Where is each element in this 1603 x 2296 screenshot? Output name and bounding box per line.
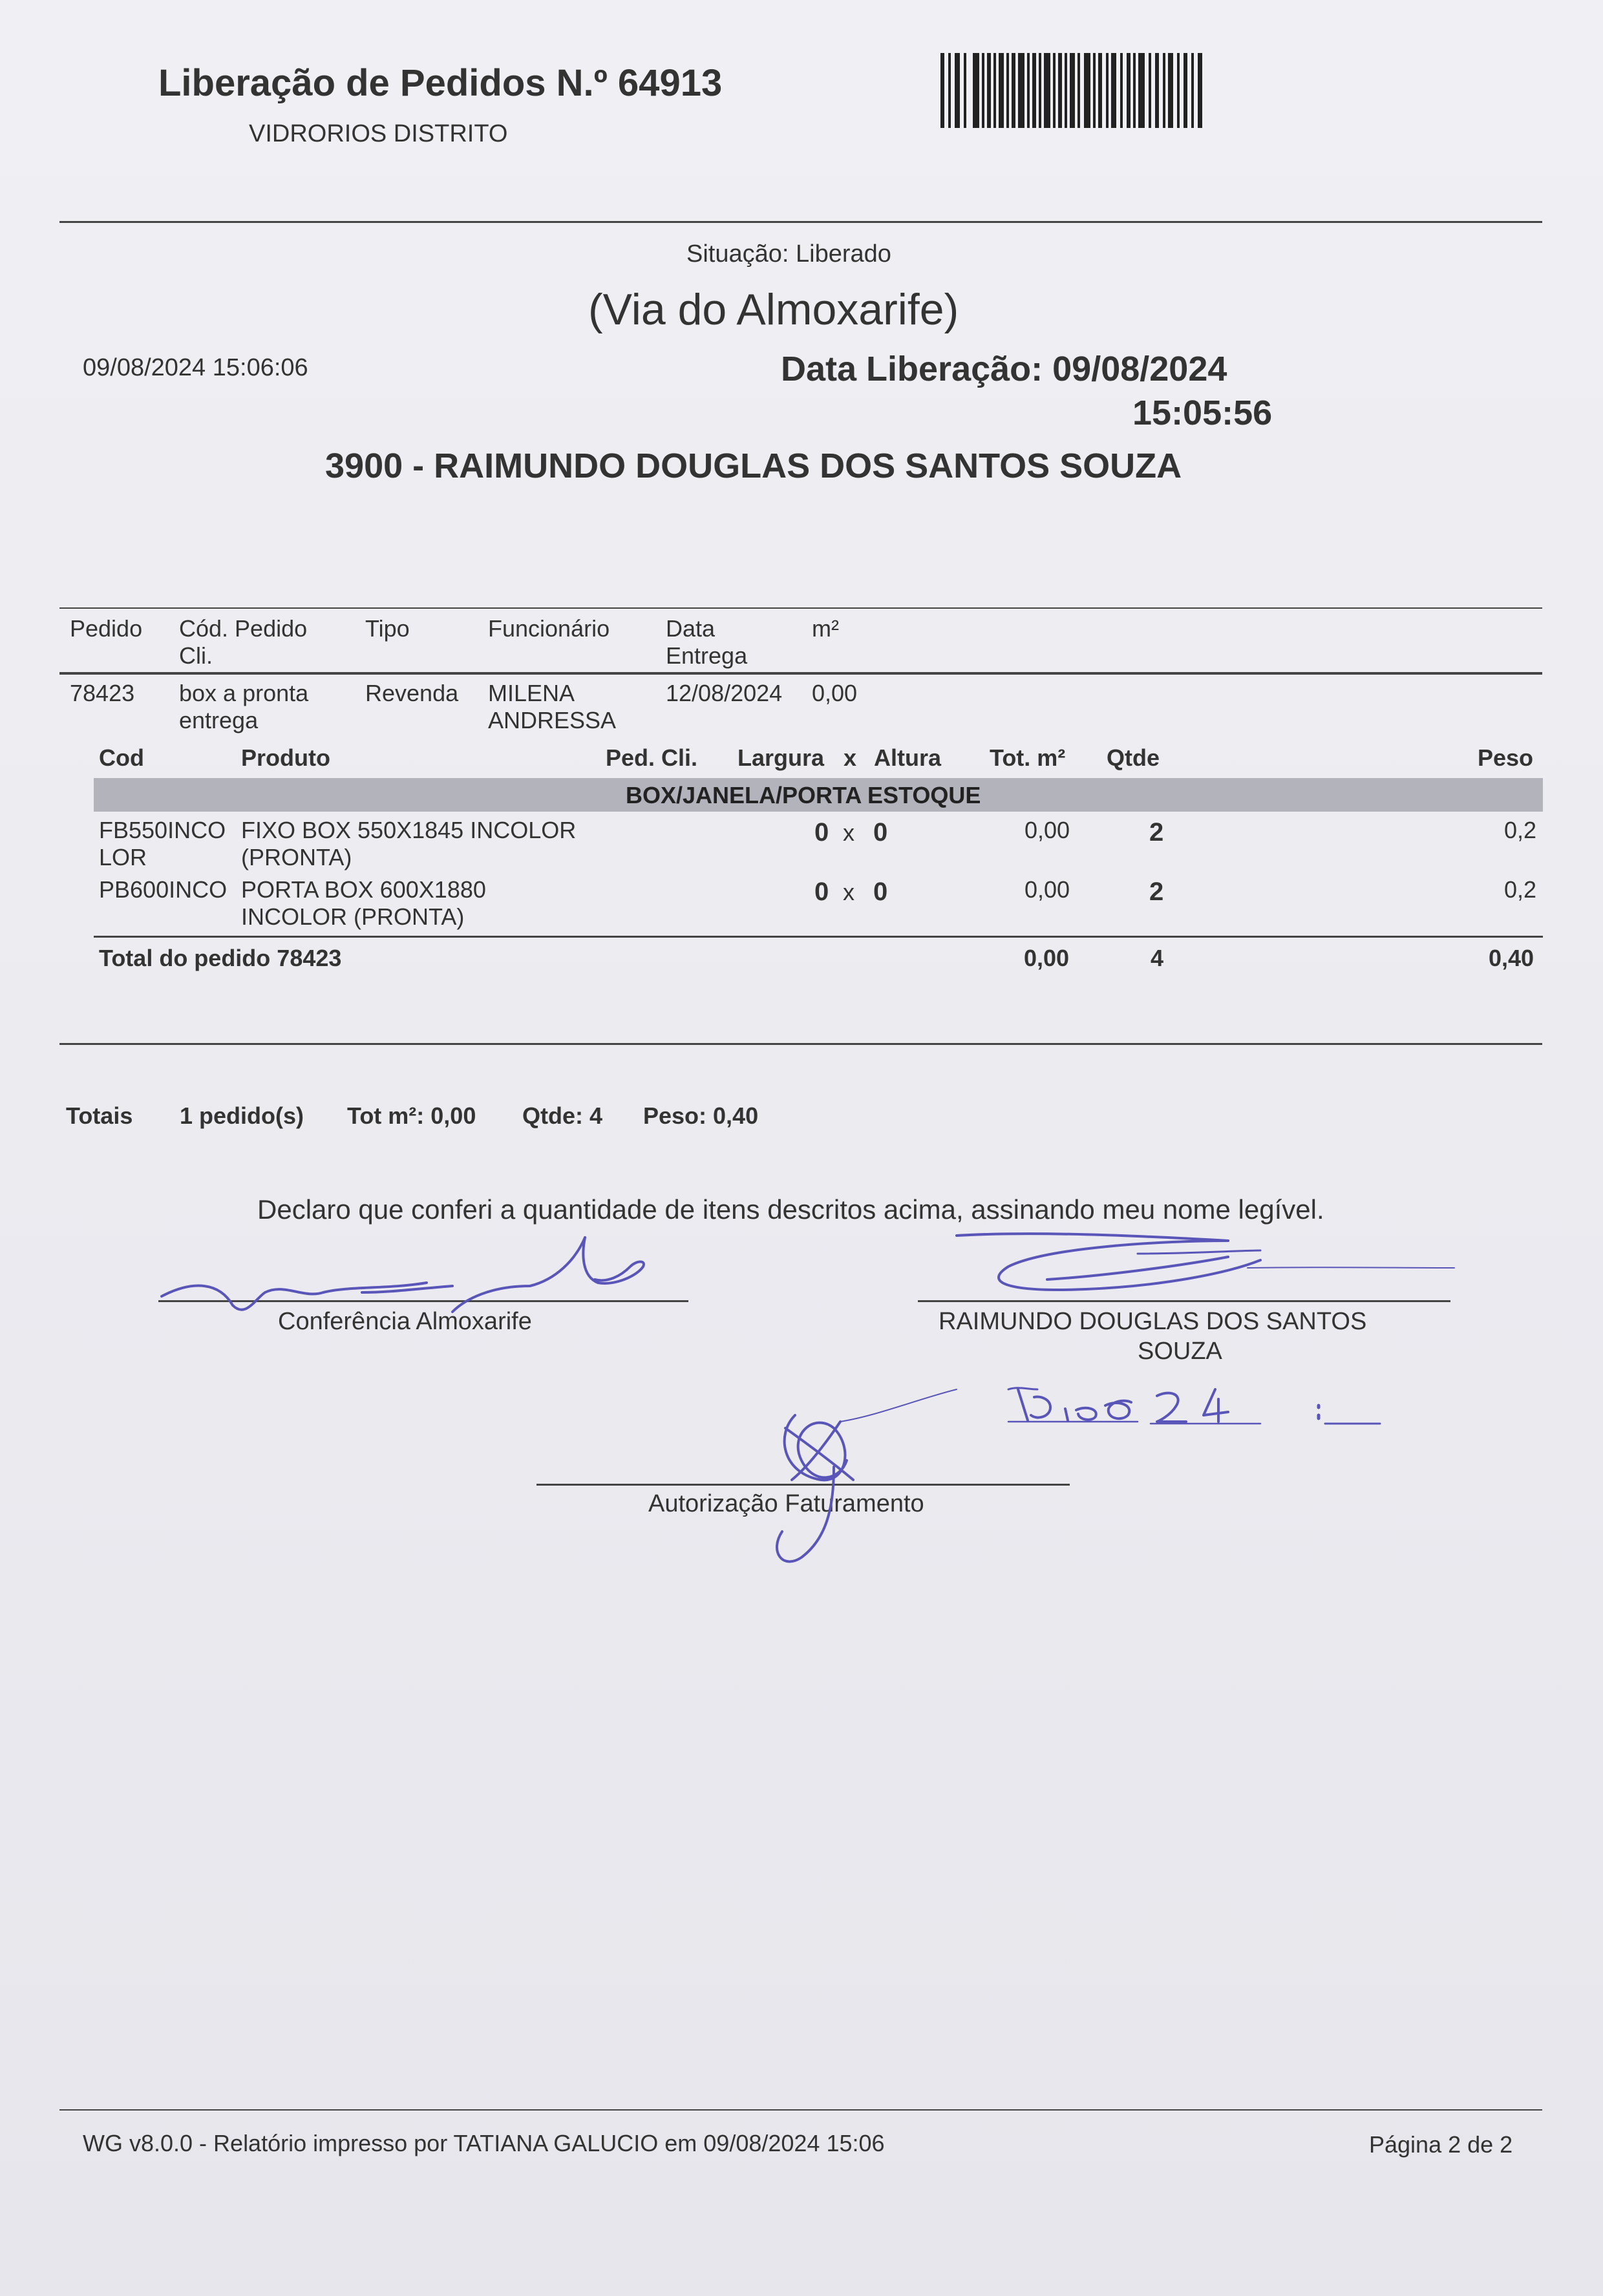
prod-col-cod: Cod (99, 744, 144, 771)
item-1-peso: 0,2 (1504, 817, 1537, 843)
totals-m2: Tot m²: 0,00 (347, 1102, 476, 1129)
item-1-tot-m2: 0,00 (1024, 817, 1070, 843)
item-2-qtde: 2 (1149, 878, 1164, 906)
item-1-produto-2: (PRONTA) (241, 844, 352, 870)
item-1-qtde: 2 (1149, 818, 1164, 847)
autorizacao-label: Autorização Faturamento (648, 1490, 924, 1517)
printed-timestamp: 09/08/2024 15:06:06 (83, 354, 308, 381)
totals-peso: Peso: 0,40 (643, 1102, 759, 1129)
col-m2: m² (812, 615, 839, 642)
client-name: 3900 - RAIMUNDO DOUGLAS DOS SANTOS SOUZA (325, 447, 1182, 485)
status-label: Situação: Liberado (686, 240, 891, 268)
order-m2: 0,00 (812, 680, 858, 706)
item-2-tot-m2: 0,00 (1024, 876, 1070, 903)
item-2-peso: 0,2 (1504, 876, 1537, 903)
order-pedido: 78423 (70, 680, 135, 706)
prod-col-tot-m2: Tot. m² (990, 744, 1066, 771)
item-2-x: x (843, 879, 855, 905)
prod-col-altura: Altura (874, 744, 942, 771)
col-tipo: Tipo (365, 615, 410, 642)
col-cod-pedido: Cód. Pedido (179, 615, 308, 642)
item-2-altura: 0 (873, 878, 888, 906)
col-pedido: Pedido (70, 615, 143, 642)
col-funcionario: Funcionário (488, 615, 610, 642)
order-cod-1: box a pronta (179, 680, 309, 706)
item-1-produto-1: FIXO BOX 550X1845 INCOLOR (241, 817, 577, 843)
totals-label: Totais (66, 1102, 133, 1129)
release-date: Data Liberação: 09/08/2024 (781, 350, 1227, 388)
order-func-1: MILENA (488, 680, 575, 706)
copy-label: (Via do Almoxarife) (588, 285, 959, 334)
order-total-m2: 0,00 (1024, 945, 1070, 971)
prod-col-ped-cli: Ped. Cli. (606, 744, 698, 771)
declaration-text: Declaro que conferi a quantidade de itens descritos acima, assinando meu nome legível. (257, 1194, 1324, 1225)
prod-col-largura: Largura (738, 744, 825, 771)
item-1-x: x (843, 819, 855, 846)
conferencia-label: Conferência Almoxarife (278, 1308, 532, 1335)
item-1-cod-2: LOR (99, 844, 147, 870)
footer-divider (59, 2109, 1542, 2111)
order-tipo: Revenda (365, 680, 459, 706)
footer-printed-by: WG v8.0.0 - Relatório impresso por TATIANA GALUCIO em 09/08/2024 15:06 (83, 2130, 885, 2156)
totals-pedidos: 1 pedido(s) (180, 1102, 304, 1129)
col-cod-pedido-2: Cli. (179, 642, 213, 669)
page-number: Página 2 de 2 (1369, 2131, 1513, 2158)
order-data: 12/08/2024 (666, 680, 783, 706)
item-2-produto-1: PORTA BOX 600X1880 (241, 876, 486, 903)
order-func-2: ANDRESSA (488, 707, 617, 733)
totals-qtde: Qtde: 4 (522, 1102, 603, 1129)
col-data: Data (666, 615, 716, 642)
release-time: 15:05:56 (1132, 394, 1273, 432)
order-total-qtde: 4 (1151, 945, 1164, 971)
product-group-label: BOX/JANELA/PORTA ESTOQUE (626, 782, 981, 808)
client-signature-name-1: RAIMUNDO DOUGLAS DOS SANTOS (939, 1308, 1367, 1335)
item-2-largura: 0 (814, 878, 829, 906)
item-1-altura: 0 (873, 818, 888, 847)
document-title: Liberação de Pedidos N.º 64913 (158, 62, 723, 104)
client-signature-name-2: SOUZA (1138, 1338, 1222, 1365)
item-1-cod-1: FB550INCO (99, 817, 226, 843)
order-total-peso: 0,40 (1489, 945, 1534, 971)
order-cod-2: entrega (179, 707, 259, 733)
col-data-2: Entrega (666, 642, 748, 669)
prod-col-produto: Produto (241, 744, 330, 771)
prod-col-qtde: Qtde (1107, 744, 1160, 771)
item-1-largura: 0 (814, 818, 829, 847)
company-name: VIDRORIOS DISTRITO (249, 120, 508, 147)
prod-col-peso: Peso (1478, 744, 1534, 771)
prod-col-x: x (844, 744, 857, 771)
order-total-label: Total do pedido 78423 (99, 945, 342, 971)
item-2-produto-2: INCOLOR (PRONTA) (241, 903, 465, 930)
item-2-cod-1: PB600INCO (99, 876, 228, 903)
